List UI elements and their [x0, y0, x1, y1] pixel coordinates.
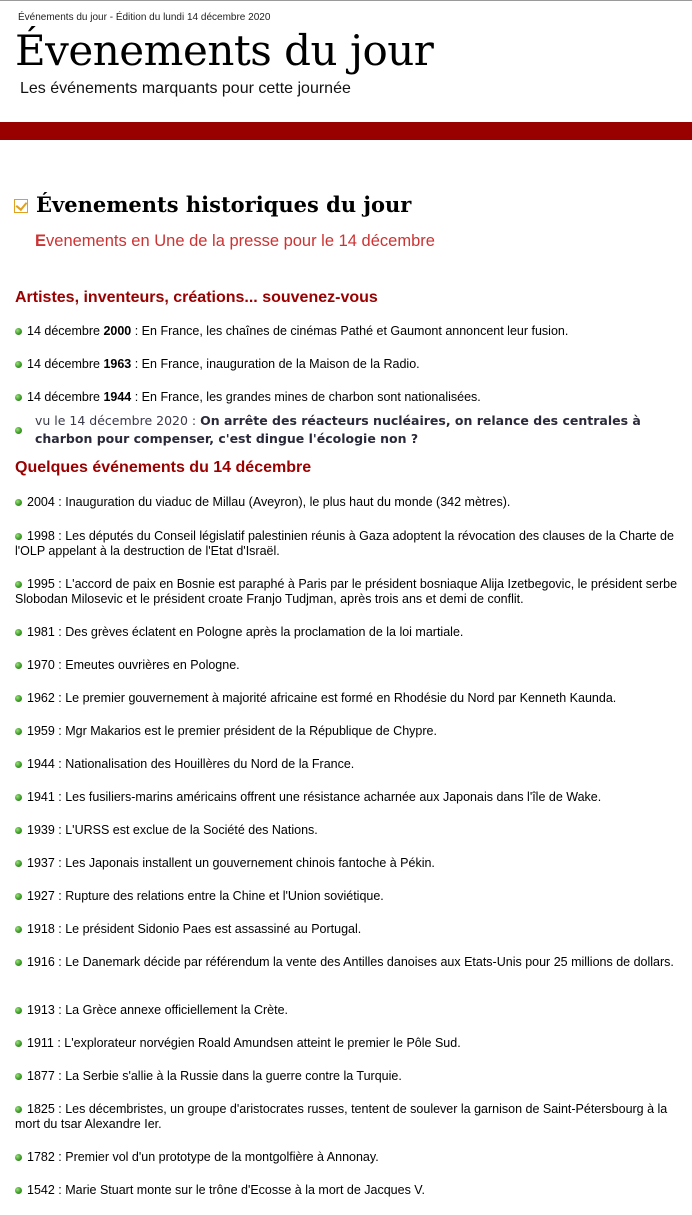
bullet-icon	[15, 1154, 22, 1161]
top-rule	[0, 0, 692, 1]
event-item: 1995 : L'accord de paix en Bosnie est paraphé à Paris par le président bosniaque Alija Izetbegovic, le président serbe Slobodan Milosevic et le président croate Franjo Tudjman, après trois ans et demi de conflit.	[15, 577, 678, 606]
bullet-icon	[15, 361, 22, 368]
event-item: 1981 : Des grèves éclatent en Pologne après la proclamation de la loi martiale.	[15, 625, 680, 640]
checkbox-icon	[14, 199, 28, 213]
bullet-icon	[15, 629, 22, 636]
bullet-icon	[15, 959, 22, 966]
event-item: 1998 : Les députés du Conseil législatif palestinien réunis à Gaza adoptent la révocation des clauses de la Charte de l'OLP appelant à la destruction de l'Etat d'Israël.	[15, 529, 674, 558]
event-item: 1962 : Le premier gouvernement à majorité africaine est formé en Rhodésie du Nord par Kenneth Kaunda.	[15, 691, 680, 706]
bullet-icon	[15, 1007, 22, 1014]
event-item: 1941 : Les fusiliers-marins américains offrent une résistance acharnée aux Japonais dans l'île de Wake.	[15, 790, 680, 805]
bullet-icon	[15, 1187, 22, 1194]
bullet-icon	[15, 581, 22, 588]
bullet-icon	[15, 328, 22, 335]
event-item: 1916 : Le Danemark décide par référendum la vente des Antilles danoises aux Etats-Unis pour 25 millions de dollars.	[15, 955, 680, 970]
bullet-icon	[15, 662, 22, 669]
special-note	[15, 410, 680, 450]
bullet-icon	[15, 427, 22, 434]
bullet-icon	[15, 728, 22, 735]
events-heading: Quelques événements du 14 décembre	[15, 459, 312, 476]
press-link-text: venements en Une de la presse pour le 14 décembre	[46, 232, 435, 250]
bullet-icon	[15, 695, 22, 702]
event-item: 1927 : Rupture des relations entre la Chine et l'Union soviétique.	[15, 889, 680, 904]
header-band	[0, 122, 692, 140]
event-item: 1970 : Emeutes ouvrières en Pologne.	[15, 658, 680, 673]
event-item: 1918 : Le président Sidonio Paes est assassiné au Portugal.	[15, 922, 680, 937]
event-item: 1913 : La Grèce annexe officiellement la Crète.	[15, 1003, 680, 1018]
bullet-icon	[15, 533, 22, 540]
section-heading	[14, 189, 411, 219]
event-item: 2004 : Inauguration du viaduc de Millau (Aveyron), le plus haut du monde (342 mètres).	[15, 495, 680, 510]
edition-line: Événements du jour - Édition du lundi 14 décembre 2020	[18, 12, 271, 23]
special-note-text: vu le 14 décembre 2020 : On arrête des réacteurs nucléaires, on relance des centrales à charbon pour compenser, c'est dingue l'écologie non ?	[35, 413, 641, 446]
bullet-icon	[15, 1073, 22, 1080]
artist-item: 14 décembre 1963 : En France, inauguration de la Maison de la Radio.	[15, 357, 680, 372]
tagline: Les événements marquants pour cette journée	[20, 80, 351, 97]
event-item: 1877 : La Serbie s'allie à la Russie dans la guerre contre la Turquie.	[15, 1069, 680, 1084]
bullet-icon	[15, 1040, 22, 1047]
event-item: 1911 : L'explorateur norvégien Roald Amundsen atteint le premier le Pôle Sud.	[15, 1036, 680, 1051]
event-item: 1959 : Mgr Makarios est le premier président de la République de Chypre.	[15, 724, 680, 739]
bullet-icon	[15, 893, 22, 900]
bullet-icon	[15, 1106, 22, 1113]
event-item: 1542 : Marie Stuart monte sur le trône d'Ecosse à la mort de Jacques V.	[15, 1183, 680, 1198]
bullet-icon	[15, 926, 22, 933]
event-item: 1782 : Premier vol d'un prototype de la montgolfière à Annonay.	[15, 1150, 680, 1165]
bullet-icon	[15, 860, 22, 867]
press-link[interactable]	[35, 232, 435, 251]
bullet-icon	[15, 499, 22, 506]
bullet-icon	[15, 827, 22, 834]
bullet-icon	[15, 794, 22, 801]
press-link-initial: E	[35, 232, 47, 250]
artist-item: 14 décembre 1944 : En France, les grandes mines de charbon sont nationalisées.	[15, 390, 680, 405]
site-title[interactable]: Évenements du jour	[15, 26, 434, 75]
artists-heading: Artistes, inventeurs, créations... souvenez-vous	[15, 289, 378, 306]
bullet-icon	[15, 761, 22, 768]
artist-item: 14 décembre 2000 : En France, les chaînes de cinémas Pathé et Gaumont annoncent leur fusion.	[15, 324, 680, 339]
bullet-icon	[15, 394, 22, 401]
event-item: 1944 : Nationalisation des Houillères du Nord de la France.	[15, 757, 680, 772]
event-item: 1825 : Les décembristes, un groupe d'aristocrates russes, tentent de soulever la garnison de Saint-Pétersbourg à la mort du tsar Alexandre Ier.	[15, 1102, 668, 1131]
event-item: 1937 : Les Japonais installent un gouvernement chinois fantoche à Pékin.	[15, 856, 680, 871]
event-item: 1939 : L'URSS est exclue de la Société des Nations.	[15, 823, 680, 838]
section-heading-text: Évenements historiques du jour	[36, 191, 412, 217]
